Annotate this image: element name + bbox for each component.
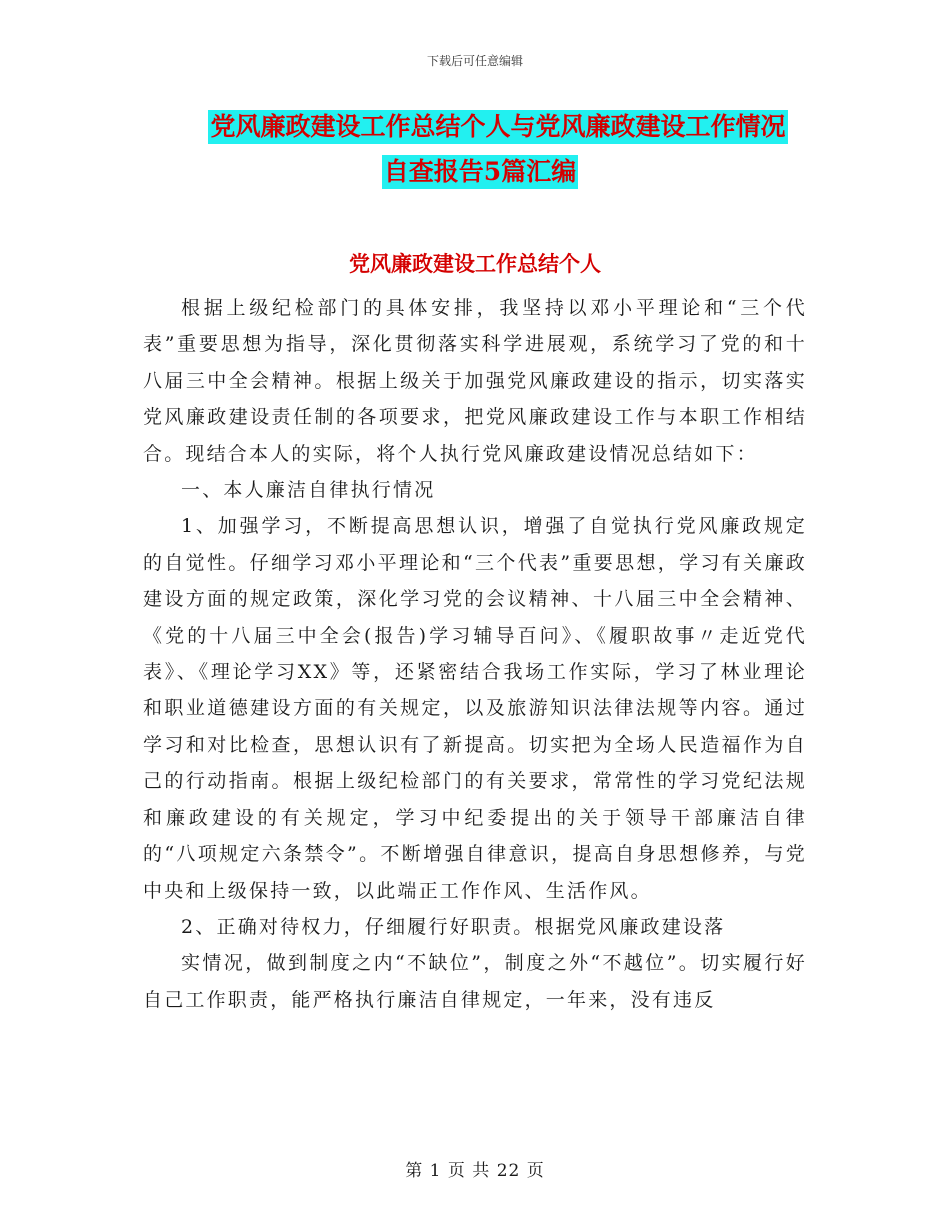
header-note: 下载后可任意编辑 [426, 54, 523, 68]
page-footer: 第 1 页 共 22 页 [405, 1161, 545, 1181]
document-title [150, 110, 810, 189]
paragraph-item-2: 2、正确对待权力，仔细履行好职责。根据党风廉政建设落 [181, 915, 726, 938]
title-line-1: 党风廉政建设工作总结个人与党风廉政建设工作情况 [208, 110, 787, 144]
paragraph-item-2-continued: 实情况，做到制度之内“不缺位”，制度之外“不越位”。切实履行好自己工作职责，能严格执行廉洁自律规定，一年来，没有违反 [143, 952, 807, 1011]
paragraph-subheading: 一、本人廉洁自律执行情况 [181, 479, 436, 502]
section-heading: 党风廉政建设工作总结个人 [349, 251, 601, 276]
paragraph-intro: 根据上级纪检部门的具体安排，我坚持以邓小平理论和“三个代表”重要思想为指导，深化贯彻落实科学进展观，系统学习了党的和十八届三中全会精神。根据上级关于加强党风廉政建设的指示，切实落实党风廉政建设责任制的各项要求，把党风廉政建设工作与本职工作相结合。现结合本人的实际，将个人执行党风廉政建设情况总结如下： [143, 297, 807, 465]
document-body [143, 290, 807, 1018]
title-line-2: 自查报告5篇汇编 [382, 155, 578, 189]
paragraph-item-1: 1、加强学习，不断提高思想认识，增强了自觉执行党风廉政规定的自觉性。仔细学习邓小平理论和“三个代表”重要思想，学习有关廉政建设方面的规定政策，深化学习党的会议精神、十八届三中全会精神、《党的十八届三中全会(报告)学习辅导百问》、《履职故事〃走近党代表》、《理论学习XX》等，还紧密结合我场工作实际，学习了林业理论和职业道德建设方面的有关规定，以及旅游知识法律法规等内容。通过学习和对比检查，思想认识有了新提高。切实把为全场人民造福作为自己的行动指南。根据上级纪检部门的有关要求，常常性的学习党纪法规和廉政建设的有关规定，学习中纪委提出的关于领导干部廉洁自律的“八项规定六条禁令”。不断增强自律意识，提高自身思想修养，与党中央和上级保持一致，以此端正工作作风、生活作风。 [143, 515, 807, 902]
